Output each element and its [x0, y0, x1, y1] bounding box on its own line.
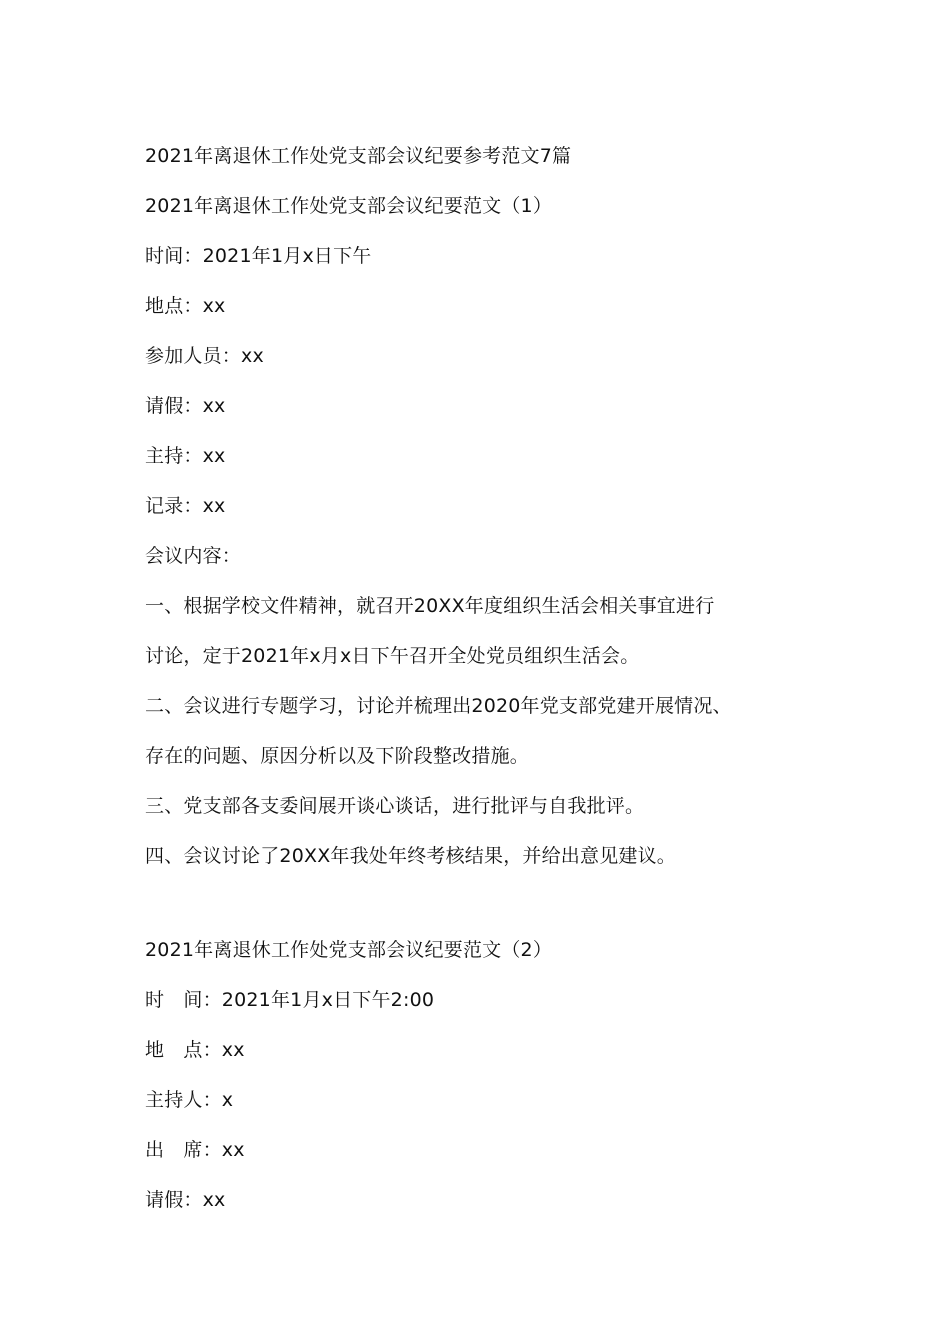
section2-host: 主持人：x	[145, 1089, 234, 1111]
section2-time: 时 间：2021年1月x日下午2:00	[145, 989, 435, 1011]
section-spacer	[145, 881, 845, 925]
section2-place: 地 点：xx	[145, 1039, 245, 1061]
section1-leave: 请假：xx	[145, 395, 226, 417]
section2-attendance: 出 席：xx	[145, 1139, 245, 1161]
section1-host: 主持：xx	[145, 445, 226, 467]
section1-item1-line2: 讨论，定于2021年x月x日下午召开全处党员组织生活会。	[145, 645, 640, 667]
section1-attendees: 参加人员：xx	[145, 345, 264, 367]
section1-item3: 三、党支部各支委间展开谈心谈话，进行批评与自我批评。	[145, 795, 645, 817]
section1-recorder: 记录：xx	[145, 495, 226, 517]
section1-item1-line1: 一、根据学校文件精神，就召开20XX年度组织生活会相关事宜进行	[145, 595, 715, 617]
document-title: 2021年离退休工作处党支部会议纪要参考范文7篇	[145, 145, 572, 167]
section1-item2-line2: 存在的问题、原因分析以及下阶段整改措施。	[145, 745, 530, 767]
document-body	[145, 131, 845, 1225]
section1-place: 地点：xx	[145, 295, 226, 317]
section1-item4: 四、会议讨论了20XX年我处年终考核结果，并给出意见建议。	[145, 845, 677, 867]
section1-time: 时间：2021年1月x日下午	[145, 245, 372, 267]
section2-leave: 请假：xx	[145, 1189, 226, 1211]
section1-heading: 2021年离退休工作处党支部会议纪要范文（1）	[145, 195, 553, 217]
section2-heading: 2021年离退休工作处党支部会议纪要范文（2）	[145, 939, 553, 961]
section1-item2-line1: 二、会议进行专题学习，讨论并梳理出2020年党支部党建开展情况、	[145, 695, 732, 717]
section1-content-label: 会议内容：	[145, 545, 242, 567]
